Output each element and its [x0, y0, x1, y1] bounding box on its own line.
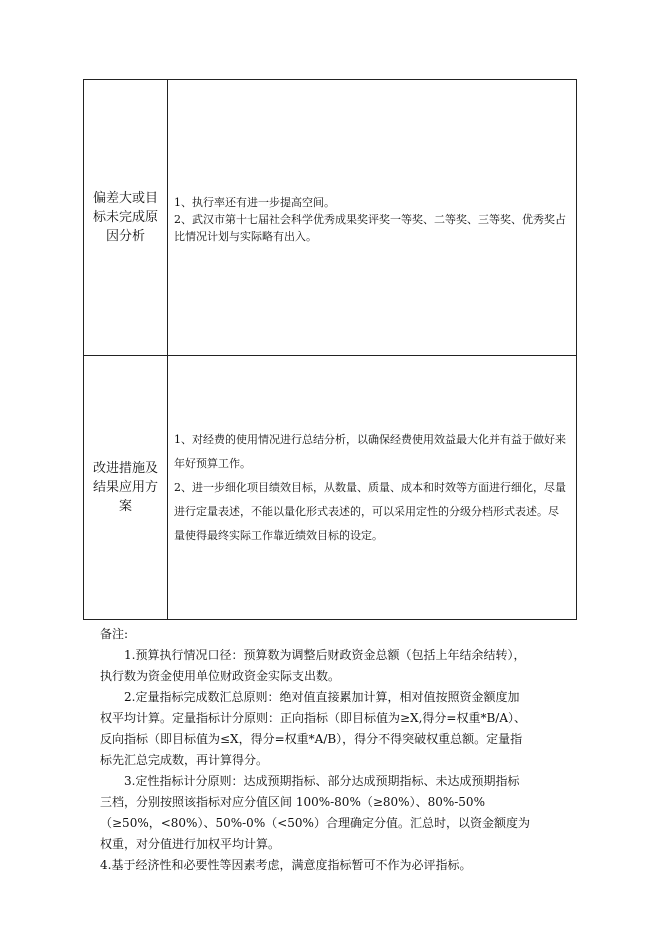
table-row-deviation-analysis	[84, 80, 576, 356]
row-content-cell	[168, 356, 576, 619]
table-row-improvement-plan	[84, 356, 576, 619]
note-item: 2.定量指标完成数汇总原则：绝对值直接累加计算，相对值按照资金额度加权平均计算。定量指标计分原则：正向指标（即目标值为≥X,得分=权重*B/A）、反向指标（即目标值为≤X，得分=权重*A/B），得分不得突破权重总额。定量指标先汇总完成数，再计算得分。	[100, 690, 526, 767]
notes-title: 备注:	[100, 627, 129, 641]
row-content-cell	[168, 80, 576, 355]
content-paragraph: 2、进一步细化项目绩效目标，从数量、质量、成本和时效等方面进行细化，尽量进行定量表述，不能以量化形式表述的，可以采用定性的分级分档形式表述。尽量使得最终实际工作靠近绩效目标的设定。	[174, 481, 566, 542]
content-paragraph: 1、执行率还有进一步提高空间。	[174, 196, 335, 209]
row-label: 偏差大或目标未完成原因分析	[92, 191, 158, 244]
note-item: 1.预算执行情况口径：预算数为调整后财政资金总额（包括上年结余结转），执行数为资金使用单位财政资金实际支出数。	[100, 648, 526, 683]
note-item: 4.基于经济性和必要性等因素考虑，满意度指标暂可不作为必评指标。	[100, 858, 472, 872]
content-paragraph: 2、武汉市第十七届社会科学优秀成果奖评奖一等奖、二等奖、三等奖、优秀奖占比情况计划与实际略有出入。	[174, 213, 566, 243]
notes-section	[100, 624, 530, 876]
performance-table	[83, 79, 577, 620]
row-label: 改进措施及结果应用方案	[92, 461, 158, 514]
note-item: 3.定性指标计分原则：达成预期指标、部分达成预期指标、未达成预期指标三档，分别按照该指标对应分值区间 100%-80%（≥80%）、80%-50%（≥50%，<80%）、50%-0%（<50%）合理确定分值。汇总时，以资金额度为权重，对分值进行加权平均计算。	[100, 774, 530, 851]
content-paragraph: 1、对经费的使用情况进行总结分析，以确保经费使用效益最大化并有益于做好来年好预算工作。	[174, 433, 566, 470]
row-label-cell	[84, 80, 168, 355]
row-label-cell	[84, 356, 168, 619]
